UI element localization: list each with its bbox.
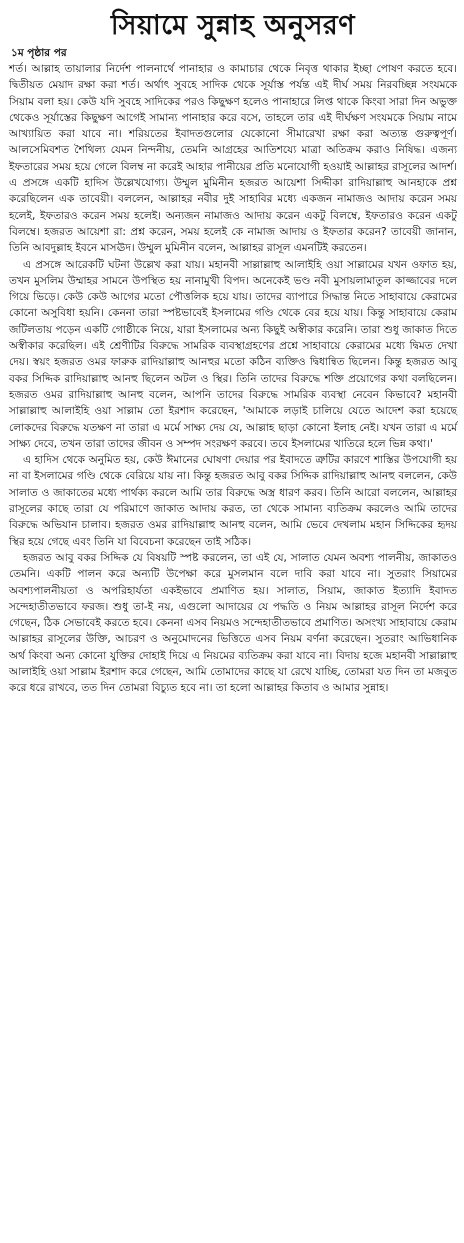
article-paragraph: শর্ত। আল্লাহ তায়ালার নির্দেশ পালনার্থে পানাহার ও কামাচার থেকে নিবৃত্ত থাকার ইচ্ছা পোষণ করতে হবে। দ্বিতীয়ত মেয়াদ রক্ষা করা শর্ত। অর্থাৎ সুবহে সাদিক থেকে সূর্যাস্ত পর্যন্ত এই দীর্ঘ সময় নিরবচ্ছিন্ন সংযমকে সিয়াম বলা হয়। কেউ যদি সুবহে সাদিকের পরও কিছুক্ষণ হলেও পানাহারে লিপ্ত থাকে কিংবা সারা দিন অভুক্ত থেকেও সূর্যাস্তের কিছুক্ষণ আগেই সামান্য পানাহার করে বসে, তাহলে তার এই দীর্ঘক্ষণ সংযমকে সিয়াম নামে আখ্যায়িত করা যাবে না। শরিয়তের ইবাদতগুলোর যেকোনো সীমারেখা রক্ষা করা অত্যন্ত গুরুত্বপূর্ণ। আলসেমিবশত শৈথিল্য যেমন নিন্দনীয়, তেমনি আগ্রহের আতিশয্যে মাত্রা অতিক্রম করাও নিষিদ্ধ। এজন্য ইফতারের সময় হয়ে গেলে বিলম্ব না করেই আহার পানীয়ের প্রতি মনোযোগী হওয়াই আল্লাহর রাসূলের আদর্শ। এ প্রসঙ্গে একটি হাদিস উল্লেখযোগ্য। উম্মুল মুমিনীন হজরত আয়েশা সিদ্দীকা রাদিয়াল্লাহু আনহাকে প্রশ্ন করেছিলেন এক তাবেয়ী। বললেন, আল্লাহর নবীর দুই সাহাবির মধ্যে একজন নামাজও আদায় করেন সময় হলেই, ইফতারও করেন সময় হলেই। অন্যজন নামাজও আদায় করেন একটু বিলম্বে, ইফতারও করেন একটু বিলম্বে। হজরত আয়েশা রা: প্রশ্ন করেন, সময় হলেই কে নামাজ আদায় ও ইফতার করেন? তাবেয়ী জানান, তিনি আবদুল্লাহ ইবনে মাসঊদ। উম্মুল মুমিনীন বলেন, আল্লাহর রাসূল এমনটিই করতেন। [9, 63, 457, 255]
continued-from-label: ১ম পৃষ্ঠার পর [11, 47, 67, 59]
article-paragraph: হজরত আবু বকর সিদ্দিক যে বিষয়টি স্পষ্ট করলেন, তা এই যে, সালাত যেমন অবশ্য পালনীয়, জাকাতও তেমনি। একটি পালন করে অন্যটি উপেক্ষা করে মুসলমান বলে দাবি করা যাবে না। সুতরাং সিয়ামের অবশ্যপালনীয়তা ও অপরিহার্যতা একইভাবে প্রমাণিত হয়। সালাত, সিয়াম, জাকাত ইত্যাদি ইবাদত সন্দেহাতীতভাবে ফরজ। শুধু তা-ই নয়, এগুলো আদায়ের যে পদ্ধতি ও নিয়ম আল্লাহর রাসূল নির্দেশ করে গেছেন, ঠিক সেভাবেই করতে হবে। কেননা এসব নিয়মও সন্দেহাতীতভাবে প্রমাণিত। অসংখ্য সাহাবায়ে কেরাম আল্লাহর রাসূলের উক্তি, আচরণ ও অনুমোদনের ভিত্তিতে এসব নিয়ম বর্ণনা করেছেন। সুতরাং আভিধানিক অর্থ কিংবা অন্য কোনো যুক্তির দোহাই দিয়ে এ নিয়মের ব্যতিক্রম করা যাবে না। বিদায় হজে মহানবী সাল্লাল্লাহু আলাইহি ওয়া সাল্লাম ইরশাদ করে গেছেন, আমি তোমাদের কাছে যা রেখে যাচ্ছি, তোমরা যত দিন তা মজবুত করে ধরে রাখবে, তত দিন তোমরা বিচ্যুত হবে না। তা হলো আল্লাহর কিতাব ও আমার সুন্নাহ। [9, 551, 457, 695]
article-headline: সিয়ামে সুন্নাহ অনুসরণ [110, 10, 356, 41]
article-paragraph: এ প্রসঙ্গে আরেকটি ঘটনা উল্লেখ করা যায়। মহানবী সাল্লাল্লাহু আলাইহি ওয়া সাল্লামের যখন ওফাত হয়, তখন মুসলিম উম্মাহর সামনে উপস্থিত হয় নানামুখী বিপদ। অনেকেই ভণ্ড নবী মুসায়লামাতুল কাজ্জাবের দলে গিয়ে ভিড়ে। কেউ কেউ আগের মতো পৌত্তলিক হয়ে যায়। তাদের ব্যাপারে সিদ্ধান্ত নিতে সাহাবায়ে কেরামের কোনো অসুবিধা হয়নি। কেননা তারা স্পষ্টভাবেই ইসলামের গণ্ডি থেকে বের হয়ে যায়। কিন্তু সাহাবায়ে কেরাম জটিলতায় পড়েন একটি গোষ্ঠীকে নিয়ে, যারা ইসলামের অন্য কিছুই অস্বীকার করেনি। তারা শুধু জাকাত দিতে অস্বীকার করেছিল। এই শ্রেণীটির বিরুদ্ধে সামরিক ব্যবস্থাগ্রহণের প্রশ্নে সাহাবায়ে কেরামের মধ্যে দ্বিমত দেখা দেয়। স্বয়ং হজরত ওমর ফারুক রাদিয়াল্লাহু আনহুর মতো কঠিন ব্যক্তিও দ্বিধান্বিত ছিলেন। কিন্তু হজরত আবু বকর সিদ্দিক রাদিয়াল্লাহু আনহু ছিলেন অটল ও স্থির। তিনি তাদের বিরুদ্ধে শক্তি প্রয়োগের কথা বলছিলেন। হজরত ওমর রাদিয়াল্লাহু আনহু বলেন, আপনি তাদের বিরুদ্ধে সামরিক ব্যবস্থা নেবেন কিভাবে? মহানবী সাল্লাল্লাহু আলাইহি ওয়া সাল্লাম তো ইরশাদ করেছেন, 'আমাকে লড়াই চালিয়ে যেতে আদেশ করা হয়েছে লোকদের বিরুদ্ধে যতক্ষণ না তারা এ মর্মে সাক্ষ্য দেয় যে, আল্লাহ ছাড়া কোনো ইলাহ নেই। যখন তারা এ মর্মে সাক্ষ্য দেবে, তখন তারা তাদের জীবন ও সম্পদ সংরক্ষণ করবে। তবে ইসলামের খাতিরে হলে ভিন্ন কথা।' [9, 258, 457, 450]
article-paragraph: এ হাদিস থেকে অনুমিত হয়, কেউ ঈমানের ঘোষণা দেয়ার পর ইবাদতে ত্রুটির কারণে শাস্তির উপযোগী হয় না বা ইসলামের গণ্ডি থেকে বেরিয়ে যায় না। কিন্তু হজরত আবু বকর সিদ্দিক রাদিয়াল্লাহু আনহু বললেন, কেউ সালাত ও জাকাতের মধ্যে পার্থক্য করলে আমি তার বিরুদ্ধে অস্ত্র ধারণ করব। তিনি আরো বললেন, আল্লাহর রাসূলের কাছে তারা যে পরিমাণে জাকাত আদায় করত, তা থেকে সামান্য ব্যতিক্রম করলেও আমি তাদের বিরুদ্ধে অভিযান চালাব। হজরত ওমর রাদিয়াল্লাহু আনহু বলেন, আমি ভেবে দেখলাম মহান সিদ্দিকের হৃদয় স্থির হয়ে গেছে এবং তিনি যা বিবেচনা করেছেন তাই সঠিক। [9, 454, 457, 548]
